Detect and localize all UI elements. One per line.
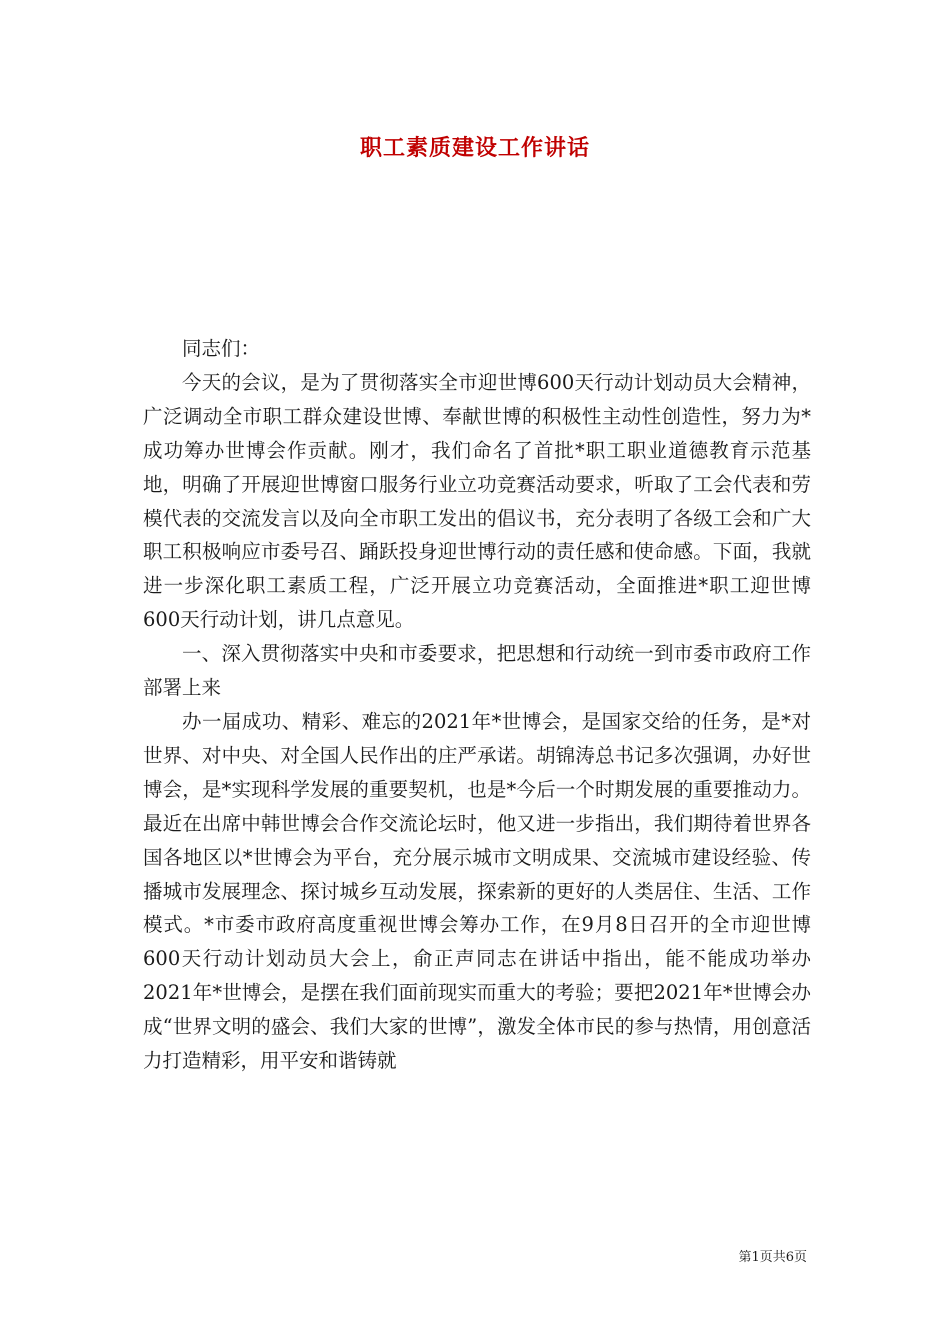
section-heading: 一、深入贯彻落实中央和市委要求，把思想和行动统一到市委市政府工作部署上来 bbox=[143, 642, 811, 700]
salutation-paragraph: 同志们： bbox=[182, 337, 261, 360]
page-number: 第1页共6页 bbox=[738, 1250, 807, 1265]
body-paragraph: 办一届成功、精彩、难忘的2021年*世博会，是国家交给的任务，是*对世界、对中央、对全国人民作出的庄严承诺。胡锦涛总书记多次强调，办好世博会，是*实现科学发展的重要契机，也是*今后一个时期发展的重要推动力。最近在出席中韩世博会合作交流论坛时，他又进一步指出，我们期待着世界各国各地区以*世博会为平台，充分展示城市文明成果、交流城市建设经验、传播城市发展理念、探讨城乡互动发展，探索新的更好的人类居住、生活、工作模式。*市委市政府高度重视世博会筹办工作，在9月8日召开的全市迎世博600天行动计划动员大会上，俞正声同志在讲话中指出，能不能成功举办2021年*世博会，是摆在我们面前现实而重大的考验；要把2021年*世博会办成“世界文明的盛会、我们大家的世博”，激发全体市民的参与热情，用创意活力打造精彩，用平安和谐铸就 bbox=[143, 709, 811, 1073]
body-paragraph: 今天的会议，是为了贯彻落实全市迎世博600天行动计划动员大会精神，广泛调动全市职工群众建设世博、奉献世博的积极性主动性创造性，努力为*成功筹办世博会作贡献。刚才，我们命名了首批*职工职业道德教育示范基地，明确了开展迎世博窗口服务行业立功竞赛活动要求，听取了工会代表和劳模代表的交流发言以及向全市职工发出的倡议书，充分表明了各级工会和广大职工积极响应市委号召、踊跃投身迎世博行动的责任感和使命感。下面，我就进一步深化职工素质工程，广泛开展立功竞赛活动，全面推进*职工迎世博600天行动计划，讲几点意见。 bbox=[143, 370, 811, 632]
document-body bbox=[143, 332, 811, 1078]
document-title: 职工素质建设工作讲话 bbox=[359, 135, 590, 161]
